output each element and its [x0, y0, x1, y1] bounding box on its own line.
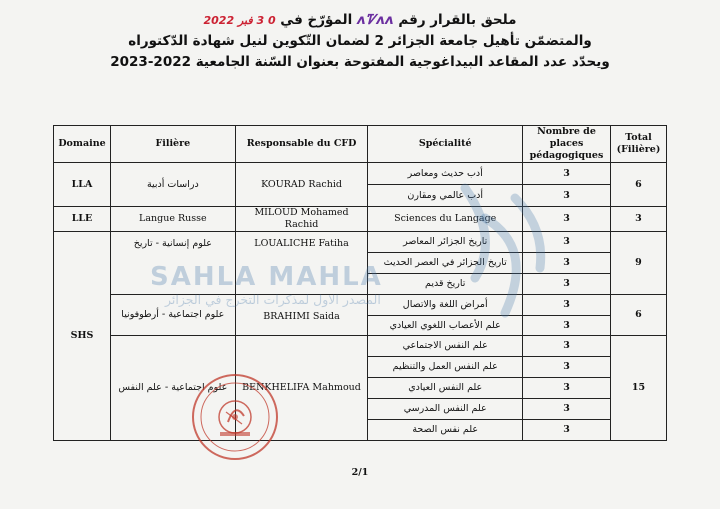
responsable-cell: LOUALICHE Fatiha — [235, 232, 368, 295]
header-domaine: Domaine — [54, 126, 111, 163]
domaine-cell: LLE — [54, 207, 111, 232]
domaine-cell: LLA — [54, 163, 111, 207]
places-cell: 3 — [523, 185, 611, 207]
specialite-cell: علم النفس العيادي — [368, 378, 523, 399]
table-row — [54, 207, 667, 232]
places-cell: 3 — [523, 273, 611, 294]
total-cell: 6 — [610, 294, 666, 336]
places-cell: 3 — [523, 163, 611, 185]
header-filiere: Filière — [110, 126, 235, 163]
table-row — [54, 336, 667, 357]
filiere-cell: علوم اجتماعية - علم النفس — [110, 336, 235, 440]
header-places: Nombre de places pédagogiques — [523, 126, 611, 163]
responsable-cell: MILOUD Mohamed Rachid — [235, 207, 368, 232]
places-cell: 3 — [523, 294, 611, 315]
header-prefix: ملحق بالقرار رقم — [398, 12, 517, 28]
header-responsable: Responsable du CFD — [235, 126, 368, 163]
total-cell: 3 — [610, 207, 666, 232]
total-cell: 6 — [610, 163, 666, 207]
total-cell: 15 — [610, 336, 666, 440]
watermark-brand: SAHLA MAHLA — [150, 262, 383, 292]
watermark-tagline: المصدر الاول لمذكرات التخرج في الجزائر — [165, 292, 381, 307]
document-header — [0, 10, 720, 73]
decision-number: ᴧᏤᴧᴧ — [356, 12, 394, 28]
header-total: Total (Filière) — [610, 126, 666, 163]
header-line-1 — [0, 10, 720, 31]
places-cell: 3 — [523, 232, 611, 253]
specialite-cell: Sciences du Langage — [368, 207, 523, 232]
filiere-cell: علوم إنسانية - تاريخ — [110, 232, 235, 295]
specialite-cell: علم الأعصاب اللغوي العيادي — [368, 315, 523, 336]
official-stamp-icon — [190, 372, 280, 462]
specialite-cell: تاريخ الجزائر المعاصر — [368, 232, 523, 253]
header-specialite: Spécialité — [368, 126, 523, 163]
total-cell: 9 — [610, 232, 666, 295]
header-line-2: والمتضمّن تأهيل جامعة الجزائر 2 لضمان التّكوين لنيل شهادة الدّكتوراه — [128, 33, 592, 49]
specialite-cell: علم نفس الصحة — [368, 420, 523, 441]
specialite-cell: تاريخ الجزائر في العصر الحديث — [368, 252, 523, 273]
places-cell: 3 — [523, 378, 611, 399]
watermark-logo-icon — [445, 178, 555, 328]
filiere-cell: Langue Russe — [110, 207, 235, 232]
places-cell: 3 — [523, 357, 611, 378]
places-cell: 3 — [523, 252, 611, 273]
filiere-cell: دراسات أدبية — [110, 163, 235, 207]
specialite-cell: علم النفس الاجتماعي — [368, 336, 523, 357]
places-cell: 3 — [523, 207, 611, 232]
domaine-cell: SHS — [54, 232, 111, 441]
responsable-cell: BRAHIMI Saida — [235, 294, 368, 336]
responsable-cell: BENKHELIFA Mahmoud — [235, 336, 368, 440]
filiere-cell: علوم اجتماعية - أرطوفونيا — [110, 294, 235, 336]
places-cell: 3 — [523, 420, 611, 441]
specialite-cell: علم النفس العمل والتنظيم — [368, 357, 523, 378]
decision-date: 0 3 فبر 2022 — [203, 14, 276, 27]
specialite-cell: أمراض اللغة والاتصال — [368, 294, 523, 315]
table-row — [54, 163, 667, 185]
specialite-cell: أدب حديث ومعاصر — [368, 163, 523, 185]
places-cell: 3 — [523, 315, 611, 336]
specialite-cell: علم النفس المدرسي — [368, 399, 523, 420]
table-row — [54, 232, 667, 253]
page-number: 2/1 — [351, 467, 369, 478]
places-cell: 3 — [523, 336, 611, 357]
specialite-cell: تاريخ قديم — [368, 273, 523, 294]
table-header-row — [54, 126, 667, 163]
places-cell: 3 — [523, 399, 611, 420]
specialite-cell: أدب عالمي ومقارن — [368, 185, 523, 207]
responsable-cell: KOURAD Rachid — [235, 163, 368, 207]
header-line-3: ويحدّد عدد المقاعد البيداغوجية المفتوحة بعنوان السّنة الجامعية 2022-2023 — [110, 54, 610, 70]
header-date-label: المؤرّخ في — [280, 12, 353, 28]
